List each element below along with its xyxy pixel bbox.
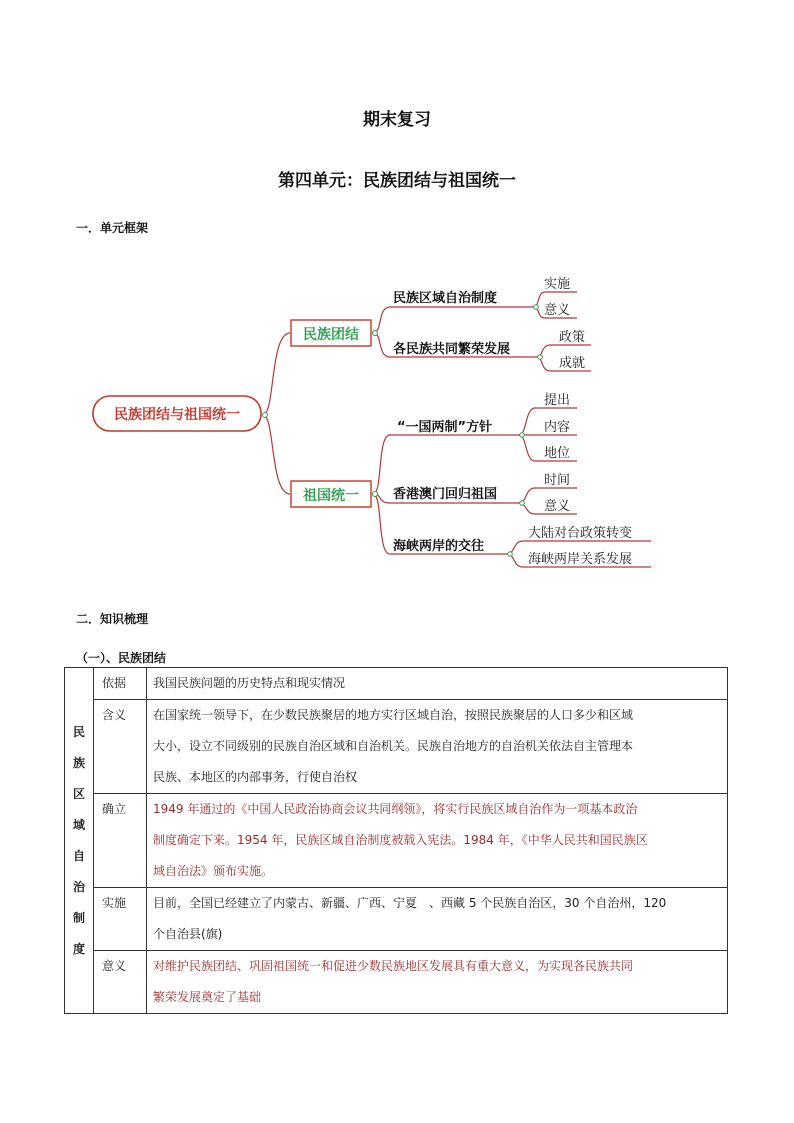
leaf-item: 实施: [544, 277, 571, 292]
root-node-label: 民族团结与祖国统一: [114, 407, 240, 423]
doc-title: 期末复习: [363, 110, 431, 130]
table-row: [65, 794, 728, 888]
section-heading-knowledge: 二．知识梳理: [76, 612, 149, 626]
topic-autonomy: 民族区域自治制度: [393, 291, 498, 306]
leaf-item: 意义: [544, 303, 571, 318]
connector-root-reunify: [263, 415, 290, 494]
mind-map: [85, 265, 665, 580]
content-line: 我国民族问题的历史特点和现实情况: [153, 676, 346, 690]
leaf-item: 提出: [544, 393, 571, 408]
row-header-char: 自: [72, 848, 85, 863]
row-header-char: 治: [72, 879, 85, 894]
row-header-char: 族: [72, 755, 85, 770]
leaf-item: 成就: [559, 356, 586, 371]
branch-label-unity: 民族团结: [303, 327, 359, 343]
connector-root-unity: [263, 333, 290, 415]
subsection-heading-ethnic-unity: （一）、民族团结: [76, 651, 167, 665]
connector-unity-topic2: [373, 333, 390, 357]
content-line: 对维护民族团结、巩固祖国统一和促进少数民族地区发展具有重大意义，为实现各民族共同: [153, 959, 634, 973]
leaf-item: 海峡两岸关系发展: [528, 552, 633, 567]
row-header-char: 度: [72, 941, 85, 956]
row-label: 含义: [94, 700, 147, 794]
row-header-char: 域: [72, 817, 85, 832]
section-heading-framework: 一．单元框架: [76, 221, 149, 235]
content-line: 域自治法》颁布实施。: [153, 864, 274, 878]
content-line: 在国家统一领导下，在少数民族聚居的地方实行区域自治，按照民族聚居的人口多少和区域: [153, 708, 634, 722]
row-label: 依据: [94, 668, 147, 700]
table-row: [65, 951, 728, 1014]
row-label: 实施: [94, 888, 147, 951]
branch-label-reunify: 祖国统一: [303, 488, 359, 504]
content-line: 大小，设立不同级别的民族自治区域和自治机关。民族自治地方的自治机关依法自主管理本: [153, 739, 634, 753]
content-line: 1949 年通过的《中国人民政治协商会议共同纲领》，将实行民族区域自治作为一项基本政治: [153, 802, 638, 816]
table-row: [65, 700, 728, 794]
row-label: 意义: [94, 951, 147, 1014]
topic-one-country-two-systems: “一国两制”方针: [397, 420, 493, 435]
leaf-item: 内容: [544, 420, 571, 435]
row-content: [147, 794, 728, 888]
content-line: 目前，全国已经建立了内蒙古、新疆、广西、宁夏 、西藏 5 个民族自治区，30 个自治州，120: [153, 896, 667, 910]
row-header-char: 民: [72, 724, 85, 739]
topic-prosperity: 各民族共同繁荣发展: [393, 342, 511, 357]
connector-reunify-topic1: [373, 435, 390, 494]
row-content: [147, 700, 728, 794]
knowledge-table: [64, 667, 728, 1014]
row-content: [147, 668, 728, 700]
doc-subtitle: 第四单元：民族团结与祖国统一: [278, 171, 516, 191]
leaf-item: 大陆对台政策转变: [528, 526, 633, 541]
leaf-item: 政策: [559, 330, 586, 345]
leaf-item: 意义: [544, 499, 571, 514]
row-header-char: 区: [72, 786, 85, 801]
row-content: [147, 888, 728, 951]
topic-cross-strait: 海峡两岸的交往: [393, 539, 485, 554]
row-label: 确立: [94, 794, 147, 888]
content-line: 民族、本地区的内部事务，行使自治权: [153, 770, 358, 784]
content-line: 个自治县(旗): [153, 927, 223, 941]
connector-unity-topic1: [373, 307, 390, 333]
leaf-item: 时间: [544, 473, 571, 488]
leaf-item: 地位: [544, 446, 571, 461]
table-row: [65, 888, 728, 951]
content-line: 制度确定下来。1954 年，民族区域自治制度被载入宪法。1984 年，《中华人民共和国民族区: [153, 833, 648, 847]
row-header-char: 制: [72, 910, 85, 925]
table-row: [65, 668, 728, 700]
row-content: [147, 951, 728, 1014]
table-row-header: [65, 668, 94, 1014]
topic-hk-macao-return: 香港澳门回归祖国: [393, 487, 498, 502]
content-line: 繁荣发展奠定了基础: [153, 990, 262, 1004]
